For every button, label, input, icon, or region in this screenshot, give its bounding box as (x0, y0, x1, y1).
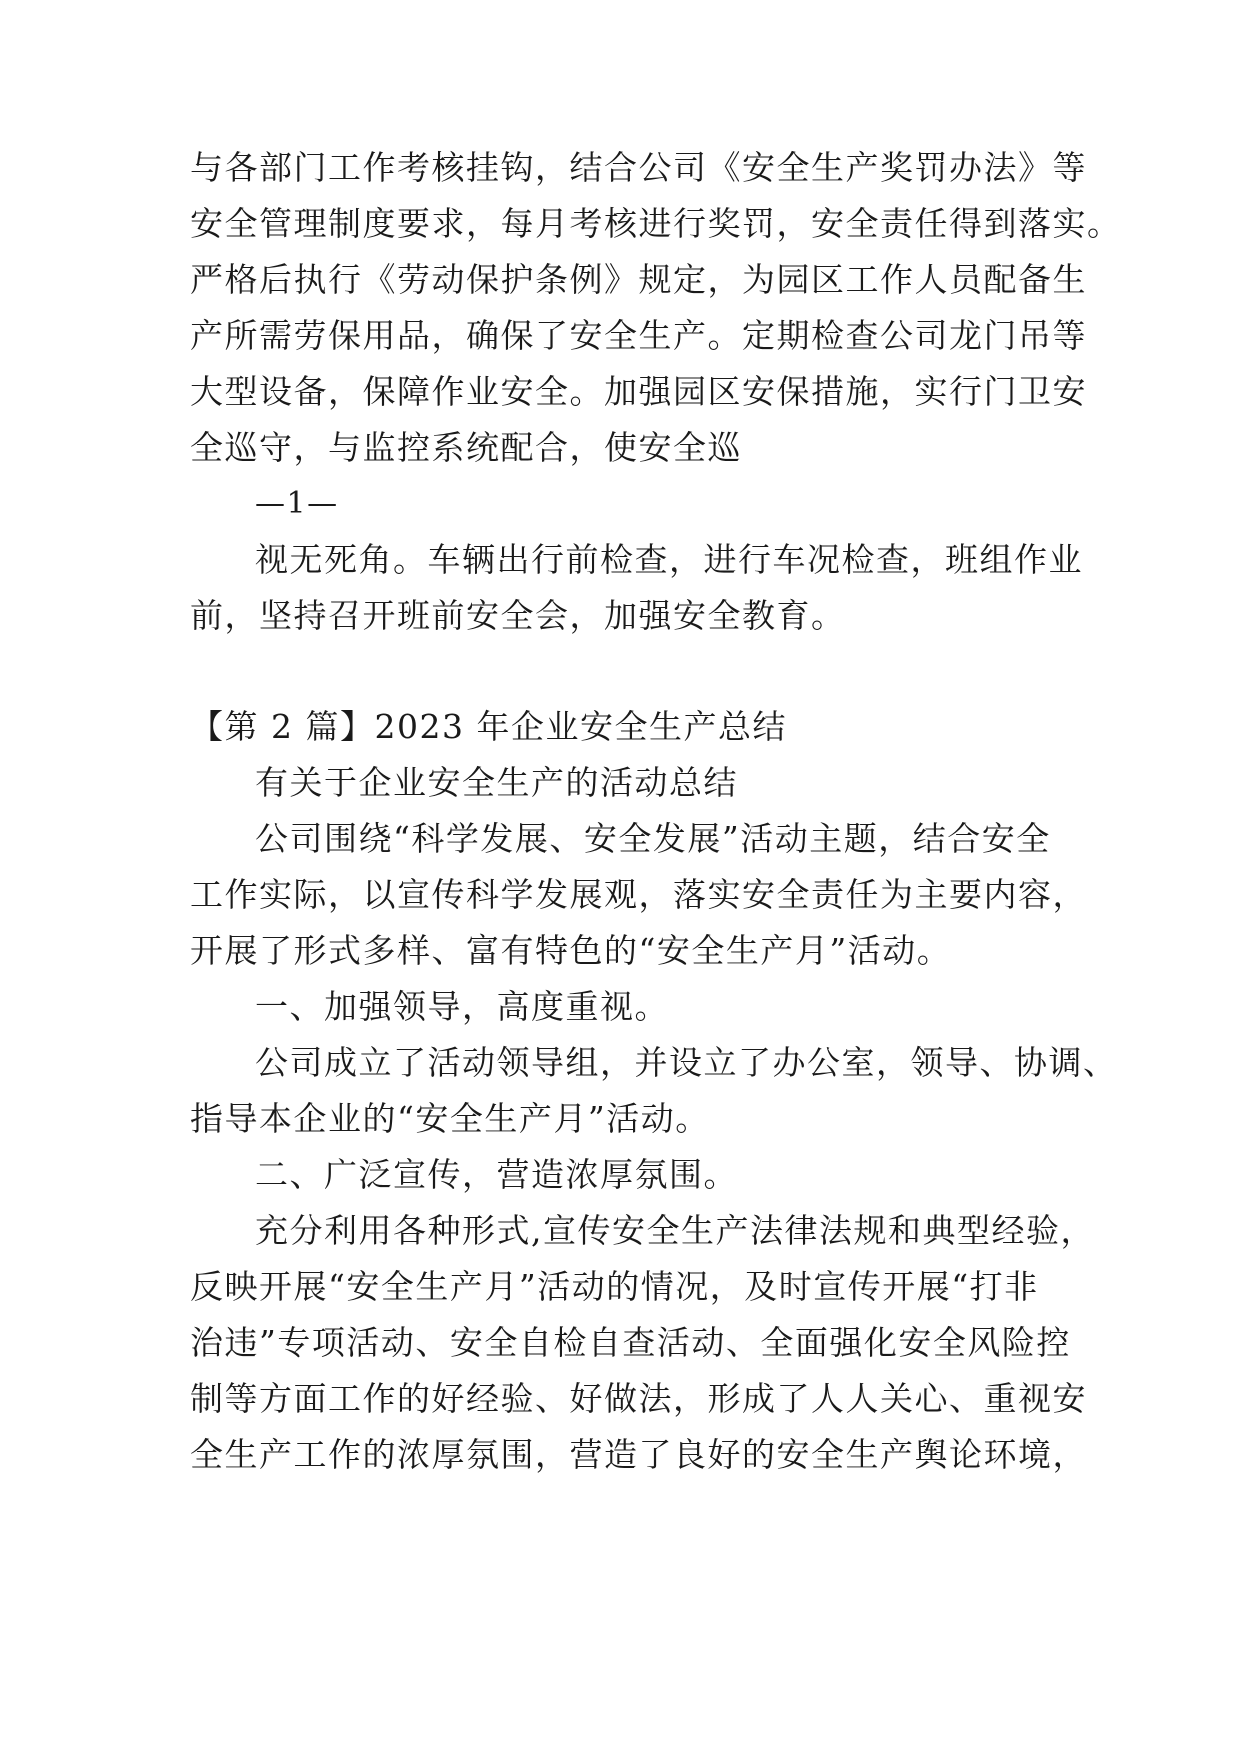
paragraph-line: 全巡守，与监控系统配合，使安全巡 (190, 428, 742, 467)
paragraph-line: 前，坚持召开班前安全会，加强安全教育。 (190, 596, 846, 635)
section-heading: 【第 2 篇】2023 年企业安全生产总结 (190, 707, 787, 746)
list-heading: 二、广泛宣传，营造浓厚氛围。 (255, 1155, 738, 1194)
paragraph-line: 大型设备，保障作业安全。加强园区安保措施，实行门卫安 (190, 372, 1087, 411)
paragraph-line: 全生产工作的浓厚氛围，营造了良好的安全生产舆论环境， (190, 1435, 1087, 1474)
paragraph-line: 与各部门工作考核挂钩，结合公司《安全生产奖罚办法》等 (190, 148, 1087, 187)
paragraph-line: 指导本企业的“安全生产月”活动。 (190, 1099, 710, 1138)
paragraph-line: 公司成立了活动领导组，并设立了办公室，领导、协调、 (255, 1043, 1118, 1082)
paragraph-line: 反映开展“安全生产月”活动的情况，及时宣传开展“打非 (190, 1267, 1039, 1306)
paragraph-line: 充分利用各种形式,宣传安全生产法律法规和典型经验， (255, 1211, 1095, 1250)
list-heading: 一、加强领导，高度重视。 (255, 987, 669, 1026)
paragraph-line: 治违”专项活动、安全自检自查活动、全面强化安全风险控 (190, 1323, 1071, 1362)
paragraph-line: 工作实际，以宣传科学发展观，落实安全责任为主要内容， (190, 875, 1087, 914)
page-number: —1— (255, 486, 339, 521)
paragraph-line: 公司围绕“科学发展、安全发展”活动主题，结合安全 (255, 819, 1051, 858)
section-subtitle: 有关于企业安全生产的活动总结 (255, 763, 738, 802)
paragraph-line: 产所需劳保用品，确保了安全生产。定期检查公司龙门吊等 (190, 316, 1087, 355)
paragraph-line: 严格后执行《劳动保护条例》规定，为园区工作人员配备生 (190, 260, 1087, 299)
paragraph-line: 安全管理制度要求，每月考核进行奖罚，安全责任得到落实。 (190, 204, 1122, 243)
paragraph-line: 开展了形式多样、富有特色的“安全生产月”活动。 (190, 931, 952, 970)
paragraph-line: 视无死角。车辆出行前检查，进行车况检查，班组作业 (255, 540, 1083, 579)
paragraph-line: 制等方面工作的好经验、好做法，形成了人人关心、重视安 (190, 1379, 1087, 1418)
